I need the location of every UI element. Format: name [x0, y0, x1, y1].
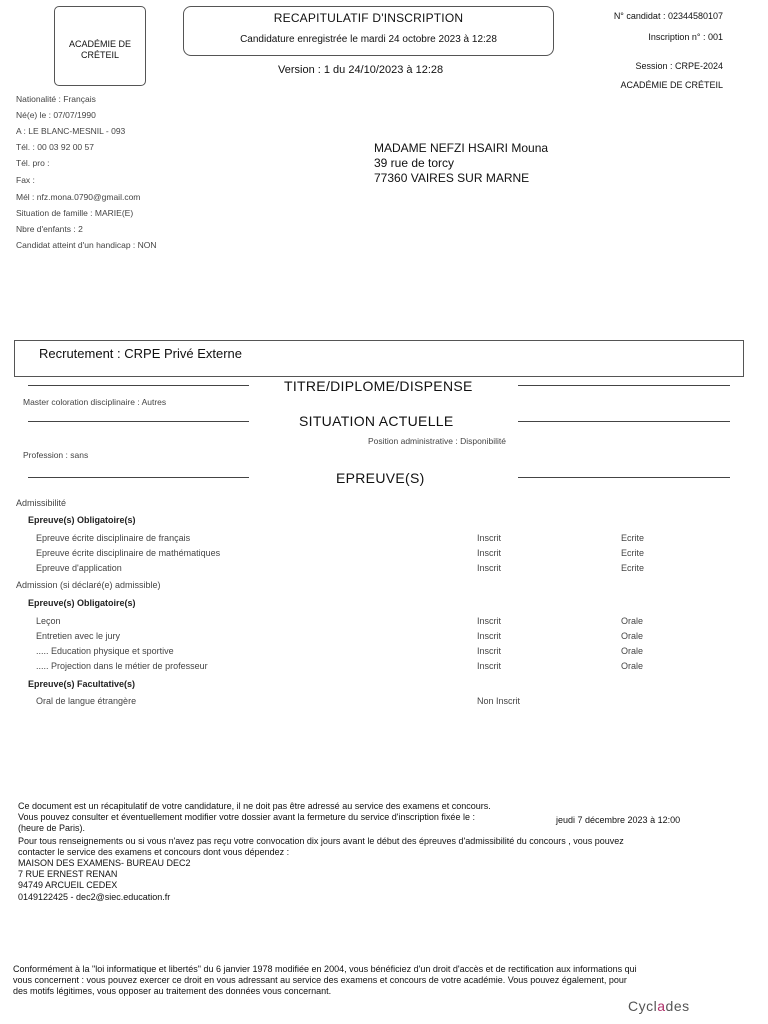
epreuve-type: Ecrite	[621, 563, 645, 573]
obligatoires-heading-2: Epreuve(s) Obligatoire(s)	[28, 598, 136, 608]
section-titre: TITRE/DIPLOME/DISPENSE	[284, 378, 473, 394]
epreuve-name: Leçon	[36, 616, 61, 626]
notice-line: MAISON DES EXAMENS- BUREAU DEC2	[18, 858, 191, 868]
divider-line	[518, 477, 730, 478]
fax: Fax :	[16, 175, 35, 185]
epreuve-status: Inscrit	[477, 548, 502, 558]
notice-deadline: jeudi 7 décembre 2023 à 12:00	[556, 815, 681, 825]
section-situation: SITUATION ACTUELLE	[299, 413, 454, 429]
legal-line: Conformément à la "loi informatique et libertés" du 6 janvier 1978 modifiée en 2004, vous bénéficiez d'un droit d'accès et de rectification aux informations qui	[13, 964, 637, 974]
section-epreuves: EPREUVE(S)	[336, 470, 425, 486]
legal-line: des motifs légitimes, vous opposer au traitement des données vous concernant.	[13, 986, 332, 996]
epreuve-type: Ecrite	[621, 533, 645, 543]
address-street: 39 rue de torcy	[374, 156, 455, 170]
session-label: Session : CRPE-2024	[635, 61, 723, 71]
brand-part: a	[657, 998, 666, 1014]
brand-part: des	[665, 998, 690, 1014]
epreuve-type: Orale	[621, 661, 644, 671]
notice-line: Pour tous renseignements ou si vous n'avez pas reçu votre convocation dix jours avant le début des épreuves d'admissibilité du concours , vous pouvez	[18, 836, 624, 846]
obligatoires-heading-1: Epreuve(s) Obligatoire(s)	[28, 515, 136, 525]
divider-line	[28, 421, 249, 422]
divider-line	[518, 385, 730, 386]
cyclades-logo	[628, 998, 690, 1014]
children-count: Nbre d'enfants : 2	[16, 224, 83, 234]
epreuve-status: Non Inscrit	[477, 696, 521, 706]
epreuve-status: Inscrit	[477, 533, 502, 543]
epreuve-status: Inscrit	[477, 631, 502, 641]
birth-date: Né(e) le : 07/07/1990	[16, 110, 96, 120]
phone-pro: Tél. pro :	[16, 158, 50, 168]
position-admin: Position administrative : Disponibilité	[368, 436, 506, 446]
candidate-number: N° candidat : 02344580107	[613, 11, 723, 21]
epreuve-type: Orale	[621, 616, 644, 626]
recrutement-label: Recrutement : CRPE Privé Externe	[39, 346, 243, 361]
epreuve-name: Epreuve d'application	[36, 563, 122, 573]
epreuve-status: Inscrit	[477, 661, 502, 671]
brand-part: Cycl	[628, 998, 658, 1014]
epreuve-name: Epreuve écrite disciplinaire de français	[36, 533, 191, 543]
nationality: Nationalité : Français	[16, 94, 96, 104]
legal-line: vous concernent : vous pouvez exercer ce droit en vous adressant au service des examens et concours de votre académie. Vous pouvez également, pour	[13, 975, 627, 985]
phone: Tél. : 00 03 92 00 57	[16, 142, 94, 152]
notice-line: contacter le service des examens et concours dont vous dépendez :	[18, 847, 290, 857]
handicap-status: Candidat atteint d'un handicap : NON	[16, 240, 157, 250]
notice-line: (heure de Paris).	[18, 823, 86, 833]
epreuve-type: Orale	[621, 646, 644, 656]
profession: Profession : sans	[23, 450, 89, 460]
recrutement-box	[14, 340, 744, 377]
divider-line	[518, 421, 730, 422]
notice-line: Ce document est un récapitulatif de votre candidature, il ne doit pas être adressé au service des examens et concours.	[18, 801, 491, 811]
title-box	[183, 6, 554, 56]
facultatives-heading: Epreuve(s) Facultative(s)	[28, 679, 136, 689]
epreuve-name: ..... Projection dans le métier de professeur	[36, 661, 208, 671]
epreuve-name: ..... Education physique et sportive	[36, 646, 174, 656]
notice-contact: 0149122425 - dec2@siec.education.fr	[18, 892, 171, 902]
admissibilite-label: Admissibilité	[16, 498, 67, 508]
academie-logo	[54, 6, 146, 86]
page-title: RECAPITULATIF D'INSCRIPTION	[273, 11, 464, 25]
academie-label: ACADÉMIE DE CRÉTEIL	[620, 80, 723, 90]
inscription-number: Inscription n° : 001	[648, 32, 723, 42]
notice-line: 94749 ARCUEIL CEDEX	[18, 880, 118, 890]
notice-line: Vous pouvez consulter et éventuellement modifier votre dossier avant la fermeture du service d'inscription fixée le :	[18, 812, 475, 822]
email: Mél : nfz.mona.0790@gmail.com	[16, 192, 141, 202]
epreuve-type: Ecrite	[621, 548, 645, 558]
epreuve-name: Oral de langue étrangère	[36, 696, 137, 706]
epreuve-status: Inscrit	[477, 646, 502, 656]
epreuve-name: Epreuve écrite disciplinaire de mathématiques	[36, 548, 221, 558]
epreuve-status: Inscrit	[477, 563, 502, 573]
epreuve-status: Inscrit	[477, 616, 502, 626]
registration-date: Candidature enregistrée le mardi 24 octobre 2023 à 12:28	[240, 34, 497, 45]
logo-line-2: CRÉTEIL	[80, 50, 119, 60]
admission-label: Admission (si déclaré(e) admissible)	[16, 580, 161, 590]
address-city: 77360 VAIRES SUR MARNE	[374, 171, 530, 185]
epreuve-name: Entretien avec le jury	[36, 631, 121, 641]
address-name: MADAME NEFZI HSAIRI Mouna	[374, 141, 549, 155]
version-text: Version : 1 du 24/10/2023 à 12:28	[278, 64, 444, 76]
master-label: Master coloration disciplinaire : Autres	[23, 397, 167, 407]
divider-line	[28, 477, 249, 478]
epreuve-type: Orale	[621, 631, 644, 641]
birth-place: A : LE BLANC-MESNIL - 093	[16, 126, 126, 136]
notice-line: 7 RUE ERNEST RENAN	[18, 869, 118, 879]
family-status: Situation de famille : MARIE(E)	[16, 208, 134, 218]
logo-line-1: ACADÉMIE DE	[68, 39, 131, 49]
divider-line	[28, 385, 249, 386]
